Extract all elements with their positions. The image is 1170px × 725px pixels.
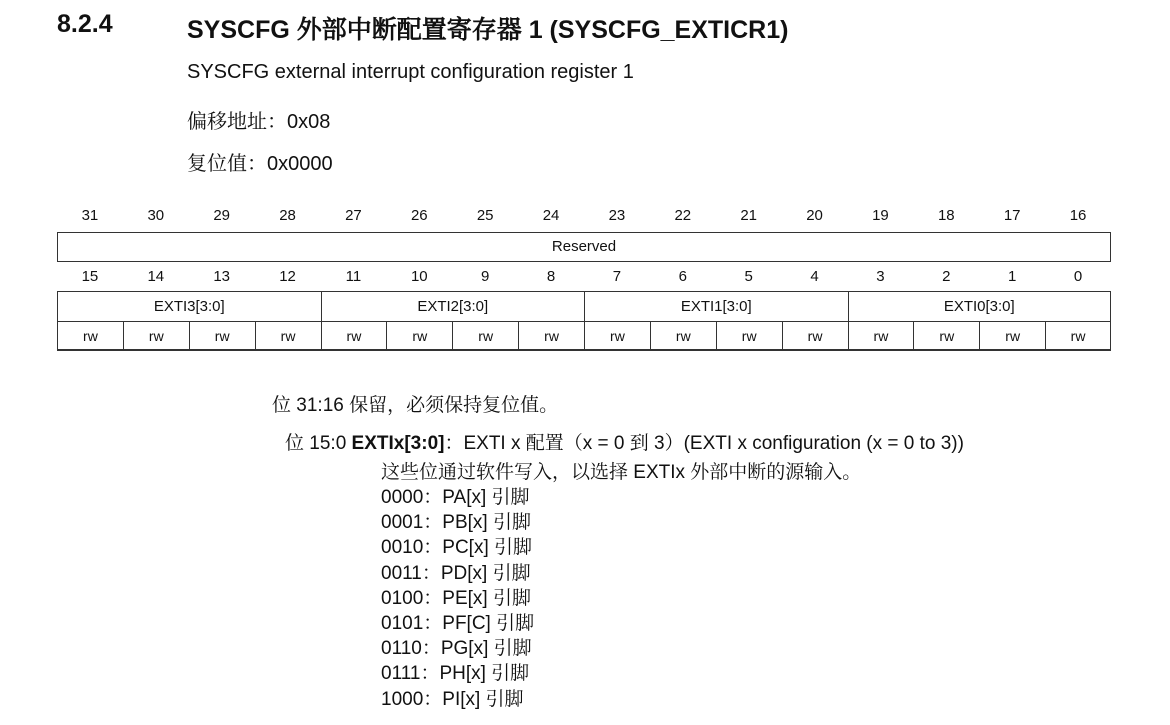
bit-number: 9 [481,268,490,285]
access-type: rw [716,322,782,350]
bit-range-label: 位 15:0 [285,433,347,454]
value-item: 1000：PI[x] 引脚 [381,688,524,710]
access-type: rw [650,322,716,350]
bit-number: 12 [279,268,296,285]
bit-number: 31 [81,207,99,224]
value-item: 0100：PE[x] 引脚 [381,587,531,609]
access-type: rw [123,322,189,350]
bit-number: 8 [546,268,556,285]
bit-number: 23 [608,207,626,224]
access-type: rw [782,322,848,350]
bit-number: 29 [213,207,231,224]
access-type: rw [848,322,914,350]
bit-number: 4 [810,268,819,285]
register-field: EXTI3[3:0] [57,292,321,322]
bit-numbers-low [57,266,1111,288]
register-field: EXTI0[3:0] [848,292,1112,322]
field-note: 这些位通过软件写入，以选择 EXTIx 外部中断的源输入。 [381,462,862,483]
bit-number: 18 [937,207,955,224]
value-item: 0111：PH[x] 引脚 [381,663,530,685]
access-type: rw [321,322,387,350]
register-field: EXTI1[3:0] [584,292,848,322]
value-list [381,485,534,712]
bit-number: 24 [542,207,560,224]
value-item: 0000：PA[x] 引脚 [381,487,530,508]
bit-number: 0 [1073,268,1083,285]
bit-number: 19 [872,207,889,224]
bit-number: 21 [740,207,758,224]
value-item: 0101：PF[C] 引脚 [381,612,535,634]
bit-number: 16 [1069,207,1087,224]
bit-number: 7 [612,268,622,285]
bit-description-text: 保留，必须保持复位值。 [349,395,559,416]
access-type: rw [979,322,1045,350]
bit-number: 1 [1008,268,1017,285]
english-title: SYSCFG external interrupt configuration register 1 [187,61,634,83]
bit-number: 30 [147,207,165,224]
access-type: rw [584,322,650,350]
access-type: rw [452,322,518,350]
access-type: rw [386,322,452,350]
field-name: EXTIx[3:0] [351,433,445,454]
bit-number: 26 [410,207,428,224]
bit-number: 22 [674,207,692,224]
exti-bits-description [285,428,964,455]
bit-number: 11 [345,268,362,285]
bit-number: 5 [744,268,753,285]
access-type: rw [518,322,584,350]
bit-number: 20 [806,207,823,224]
value-item: 0011：PD[x] 引脚 [381,562,531,584]
access-type: rw [1045,322,1111,350]
reserved-field: Reserved [57,232,1111,262]
bit-number: 3 [876,268,885,285]
bit-numbers-high [57,205,1111,227]
bit-number: 27 [345,207,362,224]
bit-number: 25 [476,207,494,224]
access-type: rw [913,322,979,350]
access-type: rw [255,322,321,350]
register-field: EXTI2[3:0] [321,292,585,322]
value-item: 0001：PB[x] 引脚 [381,512,531,534]
register-bit-table [57,291,1111,351]
section-title: SYSCFG 外部中断配置寄存器 1 (SYSCFG_EXTICR1) [187,16,789,44]
bit-number: 6 [678,268,687,285]
section-number: 8.2.4 [57,10,113,38]
access-type: rw [189,322,255,350]
bit-number: 10 [410,268,428,285]
bit-number: 28 [279,207,296,224]
access-type: rw [57,322,123,350]
offset-address: 偏移地址：0x08 [187,111,331,133]
bit-number: 2 [942,268,951,285]
bit-number: 13 [213,268,231,285]
reset-value: 复位值：0x0000 [187,153,333,175]
value-item: 0010：PC[x] 引脚 [381,537,532,559]
bit-number: 17 [1003,207,1021,224]
bit-range-label: 位 31:16 [272,395,344,416]
bit-number: 15 [81,268,99,285]
field-title: ：EXTI x 配置（x = 0 到 3）(EXTI x configuration (x = 0 to 3)) [444,433,964,454]
value-item: 0110：PG[x] 引脚 [381,638,532,660]
reserved-bits-description [272,390,558,417]
bit-number: 14 [147,268,165,285]
